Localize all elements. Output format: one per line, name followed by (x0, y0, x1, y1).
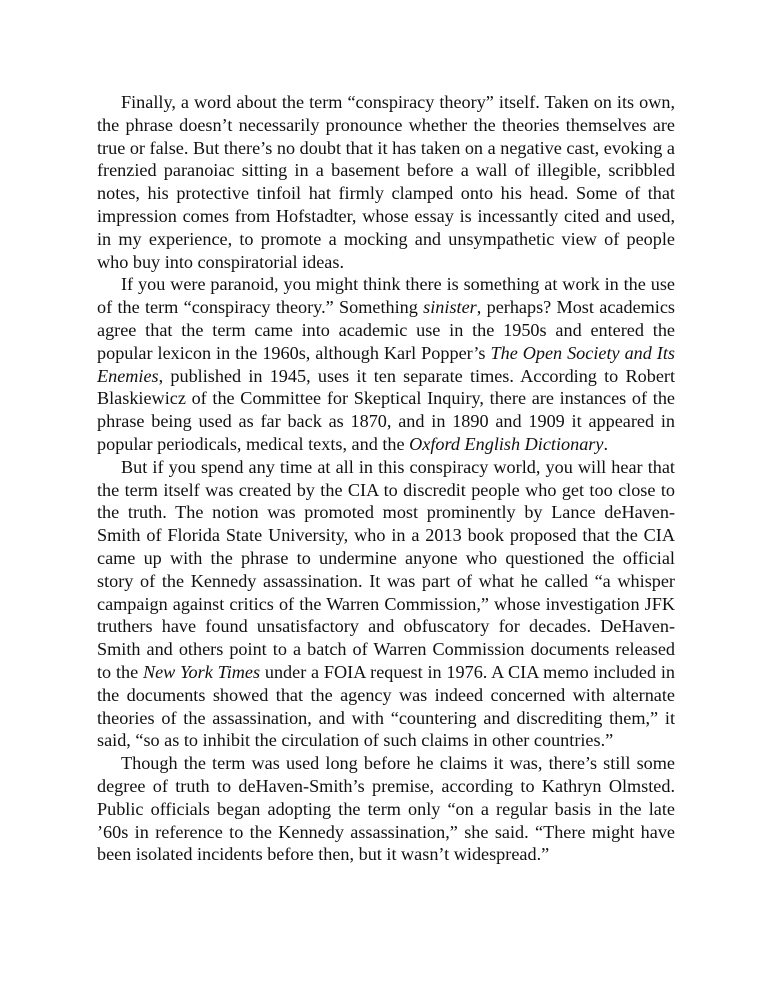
paragraph-4-text: Though the term was used long before he claims it was, there’s still some degree of truth to deHaven-Smith’s premise, according to Kathryn Olmsted. Public officials began adopting the term only “on a regular basis in the late ’60s in reference to the Kennedy assassination,” she said. “There might have been isolated incidents before then, but it wasn’t widespread.” (97, 753, 675, 865)
paragraph-2-text-c: , published in 1945, uses it ten separate times. According to Robert Blaskiewicz of the Committee for Skeptical Inquiry, there are instances of the phrase being used as far back as 1870, and in 1890 and 1909 it appeared in popular periodicals, medical texts, and the (97, 365, 675, 454)
paragraph-2 (97, 273, 675, 455)
paragraph-3-text-a: But if you spend any time at all in this conspiracy world, you will hear that the term itself was created by the CIA to discredit people who get too close to the truth. The notion was promoted most prominently by Lance deHaven-Smith of Florida State University, who in a 2013 book proposed that the CIA came up with the phrase to undermine anyone who questioned the official story of the Kennedy assassination. It was part of what he called “a whisper campaign against critics of the Warren Commission,” whose investigation JFK truthers have found unsatisfactory and obfuscatory for decades. DeHaven-Smith and others point to a batch of Warren Commission documents released to the (97, 456, 675, 682)
paragraph-2-text-d: . (603, 433, 608, 454)
italic-newspaper-title: New York Times (142, 661, 261, 682)
paragraph-3 (97, 456, 675, 752)
paragraph-2-text-b: , perhaps? Most academics agree that the term came into academic use in the 1950s and entered the popular lexicon in the 1960s, although Karl Popper’s (97, 297, 675, 363)
paragraph-1 (97, 91, 675, 273)
document-page (97, 91, 675, 866)
paragraph-1-text: Finally, a word about the term “conspiracy theory” itself. Taken on its own, the phrase doesn’t necessarily pronounce whether the theories themselves are true or false. But there’s no doubt that it has taken on a negative cast, evoking a frenzied paranoiac sitting in a basement before a wall of illegible, scribbled notes, his protective tinfoil hat firmly clamped onto his head. Some of that impression comes from Hofstadter, whose essay is incessantly cited and used, in my experience, to promote a mocking and unsympathetic view of people who buy into conspiratorial ideas. (97, 92, 675, 272)
italic-sinister: sinister (423, 297, 477, 318)
paragraph-4 (97, 752, 675, 866)
paragraph-3-text-b: under a FOIA request in 1976. A CIA memo included in the documents showed that the agency was indeed concerned with alternate theories of the assassination, and with “countering and discrediting them,” it said, “so as to inhibit the circulation of such claims in other countries.” (97, 661, 675, 751)
italic-book-title: The Open Society and Its Enemies (97, 342, 675, 386)
italic-dictionary-title: Oxford English Dictionary (409, 433, 604, 454)
paragraph-2-text-a: If you were paranoid, you might think there is something at work in the use of the term “conspiracy theory.” Something (97, 274, 675, 318)
